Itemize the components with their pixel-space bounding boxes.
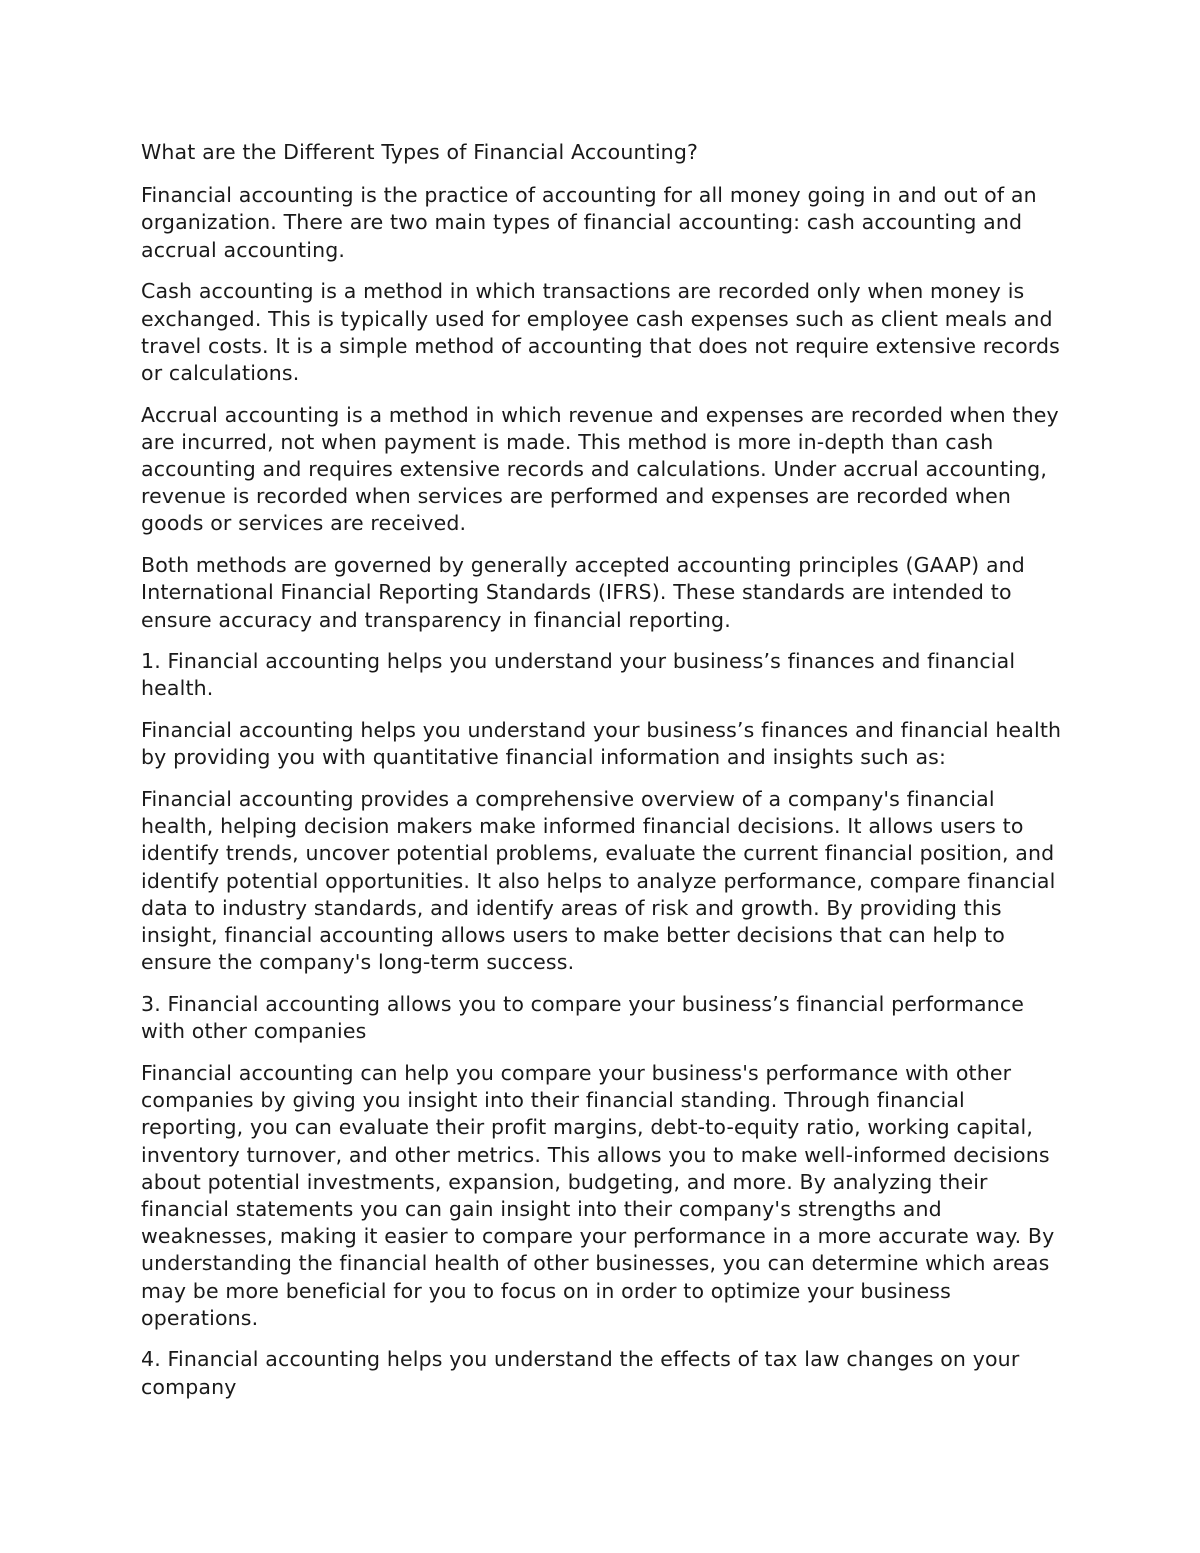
document-title: What are the Different Types of Financial Accounting? [141,140,699,164]
paragraph-point-3-detail: Financial accounting can help you compare your business's performance with other companies by giving you insight into their financial standing. Through financial reporting, you can evaluate their profit margins, debt-to-equity ratio, working capital, inventory turnover, and other metrics. This allows you to make well-informed decisions about potential investments, expansion, budgeting, and more. By analyzing their financial statements you can gain insight into their company's strengths and weaknesses, making it easier to compare your performance in a more accurate way. By understanding the financial health of other businesses, you can determine which areas may be more beneficial for you to focus on in order to optimize your business operations. [141,1060,1055,1330]
heading-point-3: 3. Financial accounting allows you to compare your business’s financial performance with other companies [141,991,1025,1044]
paragraph-financial-accounting-intro: Financial accounting is the practice of accounting for all money going in and out of an organization. There are two main types of financial accounting: cash accounting and accrual accounting. [141,183,1037,262]
paragraph-point-1-detail: Financial accounting provides a comprehensive overview of a company's financial health, helping decision makers make informed financial decisions. It allows users to identify trends, uncover potential problems, evaluate the current financial position, and identify potential opportunities. It also helps to analyze performance, compare financial data to industry standards, and identify areas of risk and growth. By providing this insight, financial accounting allows users to make better decisions that can help to ensure the company's long-term success. [141,787,1056,975]
heading-point-1: 1. Financial accounting helps you understand your business’s finances and financial health. [141,649,1016,701]
heading-point-4: 4. Financial accounting helps you understand the effects of tax law changes on your company [141,1347,1020,1399]
paragraph-point-1-intro: Financial accounting helps you understand your business’s finances and financial health by providing you with quantitative financial information and insights such as: [141,718,1062,770]
paragraph-accrual-accounting: Accrual accounting is a method in which revenue and expenses are recorded when they are incurred, not when payment is made. This method is more in-depth than cash accounting and requires extensive records and calculations. Under accrual accounting, revenue is recorded when services are performed and expenses are recorded when goods or services are received. [141,402,1059,536]
document-body [141,139,1066,1415]
paragraph-gaap-ifrs: Both methods are governed by generally accepted accounting principles (GAAP) and International Financial Reporting Standards (IFRS). These standards are intended to ensure accuracy and transparency in financial reporting. [141,553,1025,632]
paragraph-cash-accounting: Cash accounting is a method in which transactions are recorded only when money is exchanged. This is typically used for employee cash expenses such as client meals and travel costs. It is a simple method of accounting that does not require extensive records or calculations. [141,279,1061,385]
